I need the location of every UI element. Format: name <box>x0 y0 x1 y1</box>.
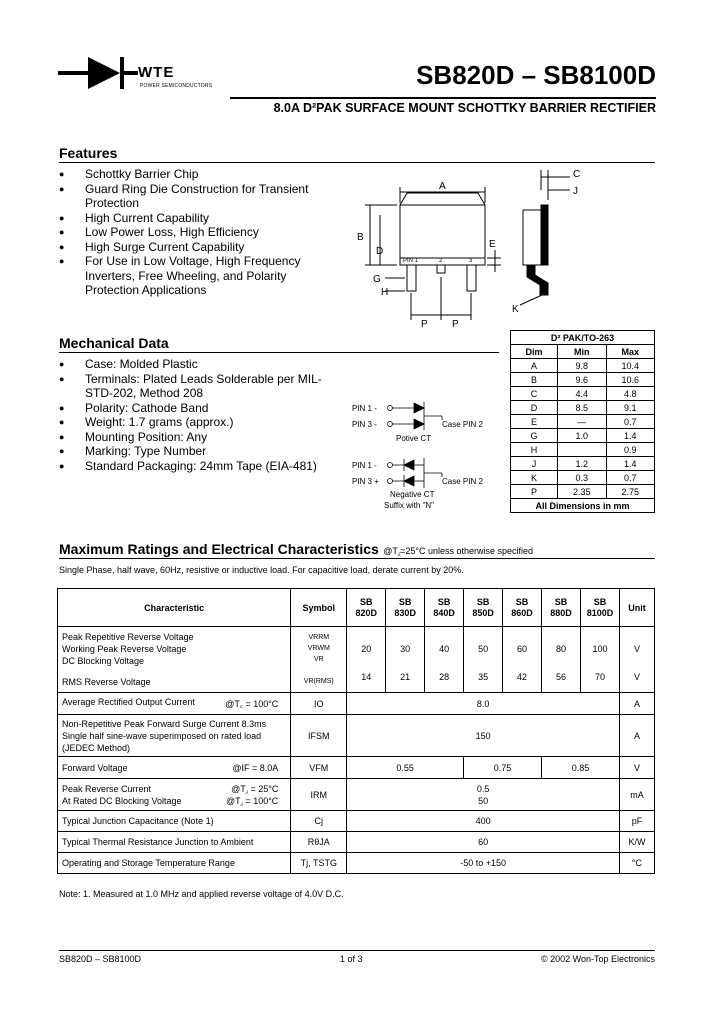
ratings-heading-line <box>59 541 533 559</box>
unit-cell: pF <box>619 811 654 832</box>
mechanical-item: ● Polarity: Cathode Band <box>59 401 339 416</box>
pos-case-label: Case PIN 2 <box>442 420 483 429</box>
table-row <box>511 359 655 373</box>
dim-label-p1: P <box>421 319 428 330</box>
dim-label-h: H <box>381 287 389 298</box>
mechanical-item: ● Case: Molded Plastic <box>59 357 339 372</box>
symbol-cell: Cj <box>291 811 347 832</box>
col-part: SB 860D <box>503 589 542 627</box>
dim-col-header: Min <box>558 345 606 359</box>
value-cell: 8.0 <box>347 693 620 715</box>
mechanical-rule <box>59 352 499 353</box>
mechanical-item: ● Terminals: Plated Leads Solderable per MIL-STD-202, Method 208 <box>59 372 339 401</box>
char-cell: Typical Junction Capacitance (Note 1) <box>58 811 291 832</box>
symbol-cell: IO <box>291 693 347 715</box>
table-row <box>511 429 655 443</box>
dim-label-c: C <box>573 169 581 180</box>
char-cell: Forward Voltage @IF = 8.0A <box>58 757 291 779</box>
table-row <box>58 627 655 693</box>
dim-cell: 1.2 <box>558 457 606 471</box>
table-row <box>58 832 655 853</box>
dim-cell: 2.35 <box>558 485 606 499</box>
neg-caption-2: Suffix with "N" <box>384 501 434 510</box>
char-cell: Typical Thermal Resistance Junction to Ambient <box>58 832 291 853</box>
features-rule <box>59 162 655 163</box>
diode-logo-icon <box>58 55 138 91</box>
dim-cell: 1.0 <box>558 429 606 443</box>
dim-cell <box>558 443 606 457</box>
pin-label-1: PIN 1 <box>403 258 419 264</box>
dim-label-b: B <box>357 232 364 243</box>
dim-cell: 0.7 <box>606 471 655 485</box>
dim-cell: 0.9 <box>606 443 655 457</box>
dim-label-e: E <box>489 239 496 250</box>
unit-cell: V V <box>619 627 654 693</box>
ratings-heading: Maximum Ratings and Electrical Characteristics <box>59 541 379 557</box>
col-part: SB 830D <box>386 589 425 627</box>
dimensions-title: D² PAK/TO-263 <box>511 331 655 345</box>
page-subtitle: 8.0A D²PAK SURFACE MOUNT SCHOTTKY BARRIER RECTIFIER <box>273 101 656 115</box>
dim-cell: 0.3 <box>558 471 606 485</box>
dim-cell: 9.8 <box>558 359 606 373</box>
title-rule <box>230 97 656 99</box>
mechanical-item: ● Weight: 1.7 grams (approx.) <box>59 415 339 430</box>
dim-cell: 10.6 <box>606 373 655 387</box>
dim-cell: G <box>511 429 558 443</box>
char-cell: Average Rectified Output Current @T꜀ = 100°C <box>58 693 291 715</box>
value-cell: 60 42 <box>503 627 542 693</box>
dimensions-table <box>510 330 655 513</box>
footer-right: © 2002 Won-Top Electronics <box>540 954 655 964</box>
char-cell: Peak Reverse Current @T⁁ = 25°C At Rated DC Blocking Voltage @T⁁ = 100°C <box>58 779 291 811</box>
ratings-intro: Single Phase, half wave, 60Hz, resistive or inductive load. For capacitive load, derate current by 20%. <box>59 565 464 575</box>
mechanical-heading: Mechanical Data <box>59 335 169 351</box>
char-cell: Peak Repetitive Reverse Voltage Working Peak Reverse Voltage DC Blocking Voltage RMS Reverse Voltage <box>58 627 291 693</box>
pos-pin1-label: PIN 1 - <box>352 404 377 413</box>
dim-label-j: J <box>573 186 578 197</box>
package-outline-diagram <box>355 165 595 335</box>
features-heading: Features <box>59 145 118 161</box>
polarity-diagram <box>352 398 502 518</box>
feature-item: ● For Use in Low Voltage, High Frequency Inverters, Free Wheeling, and Polarity Protection Applications <box>59 254 319 298</box>
symbol-cell: VRRM VRWM VR VR(RMS) <box>291 627 347 693</box>
features-list <box>59 167 319 298</box>
footer-rule <box>59 950 655 951</box>
dim-cell: 1.4 <box>606 429 655 443</box>
symbol-cell: Tj, TSTG <box>291 853 347 874</box>
symbol-cell: VFM <box>291 757 347 779</box>
mechanical-item: ● Mounting Position: Any <box>59 430 339 445</box>
dim-cell: B <box>511 373 558 387</box>
dim-cell: H <box>511 443 558 457</box>
dim-cell: 9.6 <box>558 373 606 387</box>
pin-label-2: 2 <box>439 258 443 264</box>
table-row <box>58 715 655 757</box>
dim-cell: K <box>511 471 558 485</box>
table-row <box>511 401 655 415</box>
table-row <box>511 373 655 387</box>
char-cell: Operating and Storage Temperature Range <box>58 853 291 874</box>
value-cell: 150 <box>347 715 620 757</box>
dim-col-header: Max <box>606 345 655 359</box>
mechanical-item: ● Marking: Type Number <box>59 444 339 459</box>
value-cell: 20 14 <box>347 627 386 693</box>
dim-cell: 4.4 <box>558 387 606 401</box>
table-row <box>511 415 655 429</box>
pin-label-3: 3 <box>469 258 473 264</box>
table-row <box>511 457 655 471</box>
dim-cell: 0.7 <box>606 415 655 429</box>
unit-cell: °C <box>619 853 654 874</box>
symbol-cell: RθJA <box>291 832 347 853</box>
feature-item: ● Guard Ring Die Construction for Transient Protection <box>59 182 319 211</box>
footer-center: 1 of 3 <box>340 954 363 964</box>
table-row <box>58 853 655 874</box>
table-row <box>58 779 655 811</box>
char-cell: Non-Repetitive Peak Forward Surge Current 8.3ms Single half sine-wave superimposed on rated load (JEDEC Method) <box>58 715 291 757</box>
col-part: SB 840D <box>425 589 464 627</box>
table-row <box>511 485 655 499</box>
pos-pin3-label: PIN 3 - <box>352 420 377 429</box>
unit-cell: V <box>619 757 654 779</box>
value-cell: -50 to +150 <box>347 853 620 874</box>
logo-text: WTE <box>138 64 175 81</box>
dim-cell: 1.4 <box>606 457 655 471</box>
value-cell: 50 35 <box>464 627 503 693</box>
value-cell: 60 <box>347 832 620 853</box>
col-symbol: Symbol <box>291 589 347 627</box>
col-part: SB 880D <box>542 589 581 627</box>
unit-cell: K/W <box>619 832 654 853</box>
logo <box>58 55 218 95</box>
ratings-condition: @T⁁=25°C unless otherwise specified <box>383 546 534 556</box>
ratings-rule <box>59 558 655 559</box>
value-cell: 0.75 <box>464 757 542 779</box>
dim-cell: 10.4 <box>606 359 655 373</box>
unit-cell: A <box>619 693 654 715</box>
unit-cell: mA <box>619 779 654 811</box>
table-row <box>511 443 655 457</box>
feature-item: ● Low Power Loss, High Efficiency <box>59 225 319 240</box>
page-title: SB820D – SB8100D <box>416 60 656 90</box>
value-cell: 0.55 <box>347 757 464 779</box>
feature-item: ● Schottky Barrier Chip <box>59 167 319 182</box>
dim-cell: — <box>558 415 606 429</box>
logo-subtext: POWER SEMICONDUCTORS <box>140 83 213 89</box>
dim-label-d: D <box>376 246 384 257</box>
dim-cell: 9.1 <box>606 401 655 415</box>
table-row <box>511 387 655 401</box>
neg-pin1-label: PIN 1 - <box>352 461 377 470</box>
dim-cell: D <box>511 401 558 415</box>
neg-caption-1: Negative CT <box>390 490 435 499</box>
mechanical-list <box>59 357 339 473</box>
value-cell: 0.85 <box>542 757 620 779</box>
feature-item: ● High Surge Current Capability <box>59 240 319 255</box>
dim-cell: E <box>511 415 558 429</box>
dim-cell: P <box>511 485 558 499</box>
unit-cell: A <box>619 715 654 757</box>
symbol-cell: IRM <box>291 779 347 811</box>
dim-cell: J <box>511 457 558 471</box>
col-characteristic: Characteristic <box>58 589 291 627</box>
neg-pin3-label: PIN 3 + <box>352 477 379 486</box>
value-cell: 100 70 <box>580 627 619 693</box>
col-part: SB 8100D <box>580 589 619 627</box>
footer-left: SB820D – SB8100D <box>59 954 142 964</box>
dimensions-footer: All Dimensions in mm <box>511 499 655 513</box>
mechanical-item: ● Standard Packaging: 24mm Tape (EIA-481) <box>59 459 339 474</box>
dim-cell: 4.8 <box>606 387 655 401</box>
footnote: Note: 1. Measured at 1.0 MHz and applied reverse voltage of 4.0V D.C. <box>59 889 344 899</box>
dim-label-k: K <box>512 304 519 315</box>
dim-cell: C <box>511 387 558 401</box>
dim-cell: 8.5 <box>558 401 606 415</box>
value-cell: 400 <box>347 811 620 832</box>
feature-item: ● High Current Capability <box>59 211 319 226</box>
neg-case-label: Case PIN 2 <box>442 477 483 486</box>
value-cell: 0.5 50 <box>347 779 620 811</box>
table-row <box>58 811 655 832</box>
table-row <box>511 471 655 485</box>
value-cell: 40 28 <box>425 627 464 693</box>
dim-cell: 2.75 <box>606 485 655 499</box>
table-row <box>58 693 655 715</box>
value-cell: 80 56 <box>542 627 581 693</box>
dim-cell: A <box>511 359 558 373</box>
value-cell: 30 21 <box>386 627 425 693</box>
pos-caption: Potive CT <box>396 434 432 443</box>
dim-label-p2: P <box>452 319 459 330</box>
symbol-cell: IFSM <box>291 715 347 757</box>
col-unit: Unit <box>619 589 654 627</box>
col-part: SB 820D <box>347 589 386 627</box>
col-part: SB 850D <box>464 589 503 627</box>
dim-label-a: A <box>439 181 446 192</box>
table-row <box>58 757 655 779</box>
dim-label-g: G <box>373 274 381 285</box>
ratings-table <box>57 588 655 874</box>
dim-col-header: Dim <box>511 345 558 359</box>
